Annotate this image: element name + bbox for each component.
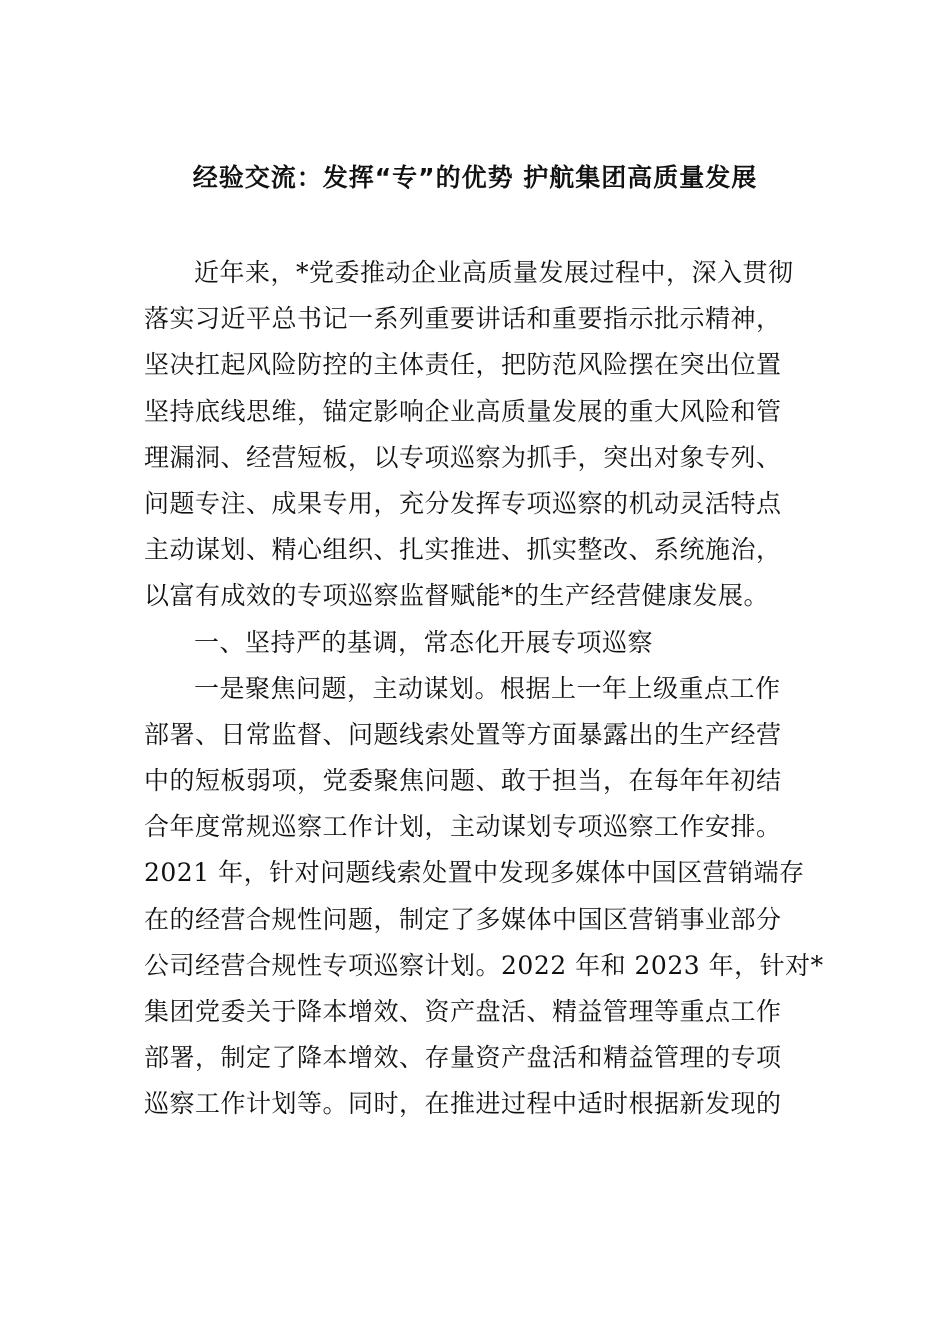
- paragraph-line: 问题专注、成果专用，充分发挥专项巡察的机动灵活特点: [144, 488, 782, 518]
- document-title: 经验交流：发挥“专”的优势 护航集团高质量发展: [192, 163, 758, 192]
- paragraph-line: 合年度常规巡察工作计划，主动谋划专项巡察工作安排。: [144, 812, 782, 842]
- paragraph-line: 集团党委关于降本增效、资产盘活、精益管理等重点工作: [144, 997, 782, 1026]
- paragraph-line: 巡察工作计划等。同时，在推进过程中适时根据新发现的: [144, 1089, 782, 1119]
- paragraph-line: 近年来，*党委推动企业高质量发展过程中，深入贯彻: [194, 258, 794, 287]
- paragraph-line: 在的经营合规性问题，制定了多媒体中国区营销事业部分: [144, 904, 782, 934]
- paragraph-line: 以富有成效的专项巡察监督赋能*的生产经营健康发展。: [144, 581, 770, 611]
- paragraph-line: 坚决扛起风险防控的主体责任，把防范风险摆在突出位置: [144, 350, 782, 380]
- paragraph-line: 主动谋划、精心组织、扎实推进、抓实整改、系统施治，: [144, 535, 782, 565]
- paragraph-line: 2021 年，针对问题线索处置中发现多媒体中国区营销端存: [144, 858, 805, 888]
- document-body: [144, 250, 824, 1128]
- paragraph-line: 落实习近平总书记一系列重要讲话和重要指示批示精神，: [144, 304, 782, 334]
- paragraph-line: 理漏洞、经营短板，以专项巡察为抓手，突出对象专列、: [144, 442, 782, 472]
- paragraph-line: 部署，制定了降本增效、存量资产盘活和精益管理的专项: [144, 1043, 782, 1073]
- section-heading: 一、坚持严的基调，常态化开展专项巡察: [194, 627, 654, 657]
- paragraph-line: 坚持底线思维，锚定影响企业高质量发展的重大风险和管: [144, 396, 782, 426]
- paragraph-line: 中的短板弱项，党委聚焦问题、敢于担当，在每年年初结: [144, 766, 782, 796]
- paragraph-line: 部署、日常监督、问题线索处置等方面暴露出的生产经营: [144, 719, 782, 749]
- paragraph-line: 公司经营合规性专项巡察计划。2022 年和 2023 年，针对*: [144, 950, 824, 980]
- paragraph-line: 一是聚焦问题，主动谋划。根据上一年上级重点工作: [194, 673, 781, 703]
